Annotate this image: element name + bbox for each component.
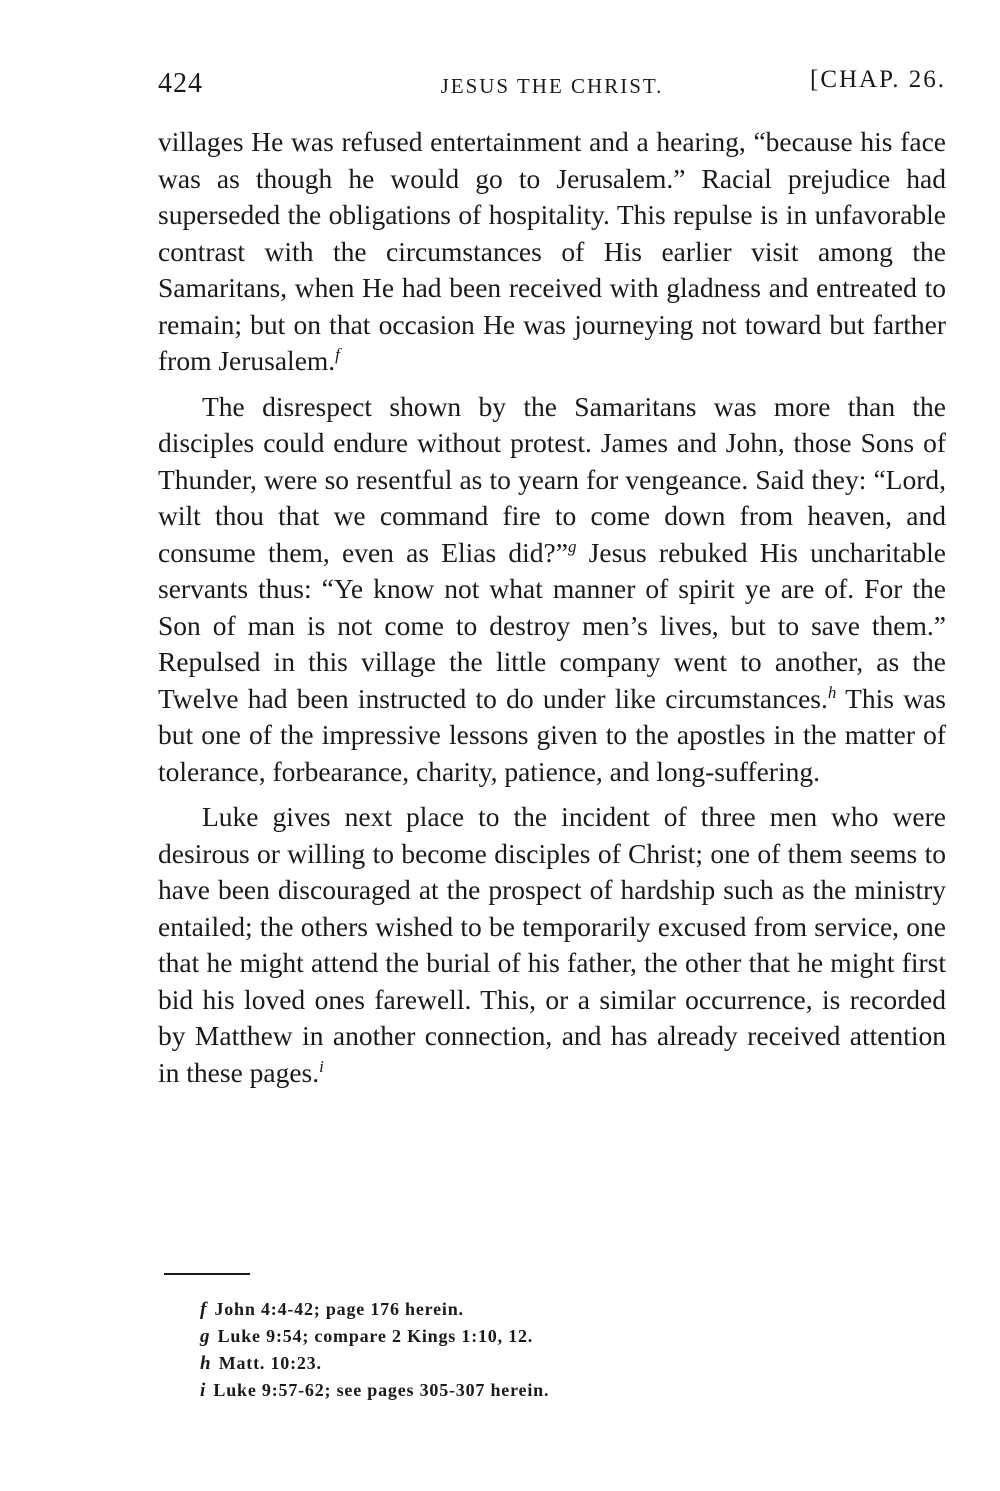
footnote-text: Matt. 10:23. — [218, 1353, 322, 1373]
paragraph-3 — [158, 799, 946, 1091]
footnote-letter: i — [200, 1380, 207, 1401]
footnote-ref-g: g — [567, 536, 577, 556]
paragraph-text: The disrespect shown by the Samaritans was more than the disciples could endure without protest. James and John, those Sons of Thunder, were so resentful as to yearn for vengeance. Said they: “Lord, wilt thou that we command fire to come down from heaven, and consume them, even as Elias did?” — [158, 390, 946, 568]
footnote-g — [200, 1323, 900, 1350]
footnote-text: Luke 9:54; compare 2 Kings 1:10, 12. — [217, 1326, 534, 1346]
body-text — [158, 124, 946, 1100]
footnote-ref-h: h — [827, 682, 837, 702]
page-number: 424 — [158, 68, 203, 99]
paragraph-text: Luke gives next place to the incident of three men who were desirous or willing to become disciples of Christ; one of them seems to have been discouraged at the prospect of hardship such as the ministry entailed; the others wished to be temporarily excused from service, one that he might attend the burial of his father, the other that he might first bid his loved ones farewell. This, or a similar occurrence, is recorded by Matthew in another connection, and has already received attention in these pages. — [158, 801, 946, 1088]
paragraph-text: This was but one of the impressive lessons given to the apostles in the matter of tolerance, forbearance, charity, patience, and long-suffering. — [158, 682, 946, 787]
footnote-letter: f — [200, 1299, 208, 1320]
paragraph-1 — [158, 124, 946, 380]
paragraph-text: Jesus rebuked His uncharitable servants thus: “Ye know not what manner of spirit ye are of. For the Son of man is not come to destroy men’s lives, but to save them.” Repulsed in this village the little company went to another, as the Twelve had been instructed to do under like circumstances. — [158, 536, 946, 714]
footnote-divider — [164, 1273, 250, 1275]
chapter-label: [CHAP. 26. — [810, 66, 946, 93]
running-title: JESUS THE CHRIST. — [440, 74, 664, 98]
footnote-i — [200, 1377, 900, 1404]
footnote-text: Luke 9:57-62; see pages 305-307 herein. — [213, 1380, 550, 1400]
footnotes — [200, 1296, 900, 1404]
footnote-ref-i: i — [319, 1056, 324, 1076]
footnote-text: John 4:4-42; page 176 herein. — [214, 1299, 464, 1319]
footnote-letter: g — [200, 1326, 211, 1347]
footnote-f — [200, 1296, 900, 1323]
footnote-ref-f: f — [335, 344, 340, 364]
running-head — [158, 62, 946, 106]
paragraph-2 — [158, 389, 946, 791]
footnote-letter: h — [200, 1353, 212, 1374]
footnote-h — [200, 1350, 900, 1377]
paragraph-text: villages He was refused entertainment and a hearing, “because his face was as though he would go to Jerusalem.” Racial prejudice had superseded the obligations of hospitality. This repulse is in unfavorable contrast with the circumstances of His earlier visit among the Samaritans, when He had been received with gladness and entreated to remain; but on that occasion He was journeying not toward but farther from Jerusalem. — [158, 126, 946, 376]
